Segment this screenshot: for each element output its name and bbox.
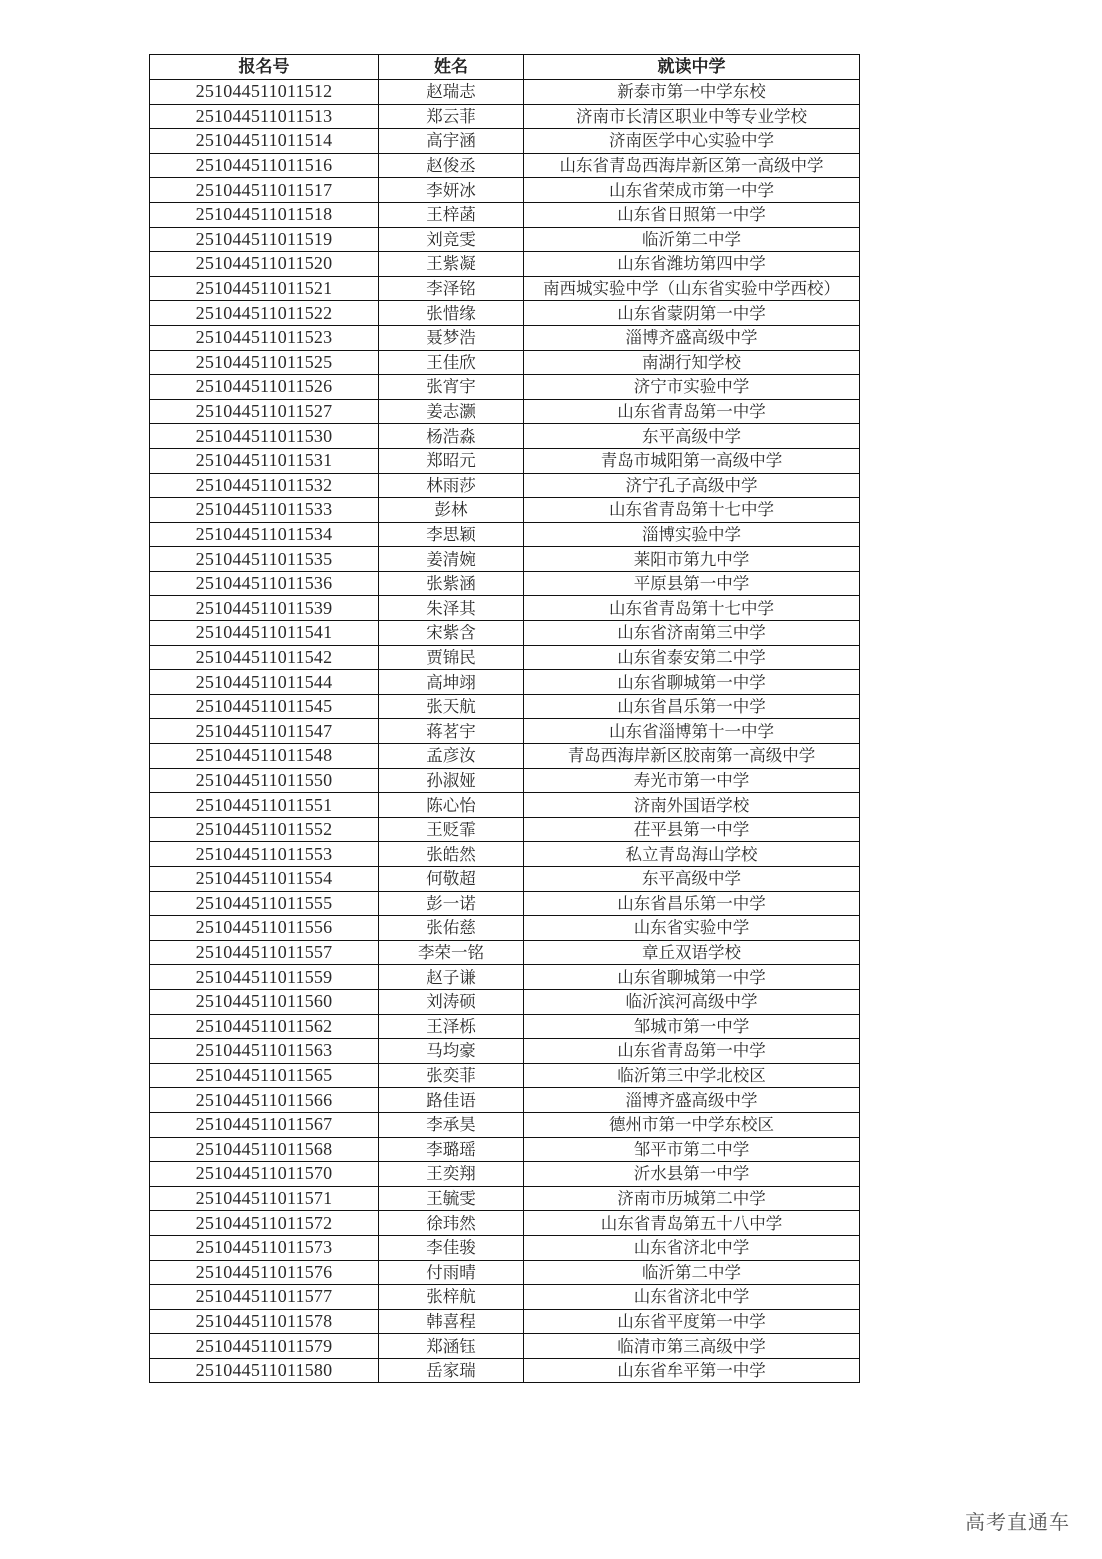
- table-header-row: [150, 55, 860, 80]
- registration-number-cell: 251044511011544: [150, 670, 379, 695]
- registration-number-cell: 251044511011523: [150, 325, 379, 350]
- registration-number-cell: 251044511011565: [150, 1063, 379, 1088]
- school-text: 山东省济北中学: [633, 1287, 750, 1307]
- school-cell: [524, 1285, 860, 1310]
- registration-table: [149, 54, 860, 1383]
- school-cell: [524, 1309, 860, 1334]
- student-name-cell: 聂梦浩: [379, 325, 524, 350]
- table-row: [150, 891, 860, 916]
- school-text: 平原县第一中学: [633, 574, 750, 594]
- table-row: [150, 1186, 860, 1211]
- table-row: [150, 1358, 860, 1383]
- student-name-cell: 郑涵钰: [379, 1334, 524, 1359]
- student-name-cell: 李荣一铭: [379, 940, 524, 965]
- registration-number-cell: 251044511011545: [150, 694, 379, 719]
- school-text: 山东省平度第一中学: [617, 1311, 766, 1331]
- table-row: [150, 178, 860, 203]
- student-name-cell: 李泽铭: [379, 276, 524, 301]
- school-cell: [524, 1334, 860, 1359]
- registration-number-cell: 251044511011550: [150, 768, 379, 793]
- table-row: [150, 1235, 860, 1260]
- registration-number-cell: 251044511011555: [150, 891, 379, 916]
- school-cell: [524, 80, 860, 105]
- school-text: 山东省青岛第十七中学: [609, 500, 774, 520]
- school-text: 山东省青岛第一中学: [617, 402, 766, 422]
- school-cell: [524, 719, 860, 744]
- school-text: 山东省青岛第一中学: [617, 1041, 766, 1061]
- school-text: 莱阳市第九中学: [633, 549, 750, 569]
- registration-number-cell: 251044511011560: [150, 989, 379, 1014]
- school-text: 山东省济北中学: [633, 1238, 750, 1258]
- school-cell: [524, 129, 860, 154]
- school-cell: [524, 817, 860, 842]
- registration-number-cell: 251044511011553: [150, 842, 379, 867]
- registration-number-cell: 251044511011542: [150, 645, 379, 670]
- student-name-cell: 高坤翊: [379, 670, 524, 695]
- school-text: 山东省济南第三中学: [617, 623, 766, 643]
- table-row: [150, 276, 860, 301]
- school-text: 山东省淄博第十一中学: [609, 721, 774, 741]
- table-row: [150, 448, 860, 473]
- school-cell: [524, 547, 860, 572]
- registration-number-cell: 251044511011556: [150, 916, 379, 941]
- student-name-cell: 路佳语: [379, 1088, 524, 1113]
- registration-number-cell: 251044511011532: [150, 473, 379, 498]
- table-row: [150, 768, 860, 793]
- student-name-cell: 郑云菲: [379, 104, 524, 129]
- student-name-cell: 朱泽其: [379, 596, 524, 621]
- table-row: [150, 670, 860, 695]
- registration-number-cell: 251044511011514: [150, 129, 379, 154]
- table-row: [150, 1112, 860, 1137]
- table-body: [150, 80, 860, 1383]
- school-cell: [524, 940, 860, 965]
- registration-number-cell: 251044511011539: [150, 596, 379, 621]
- school-text: 临沂第二中学: [642, 1262, 741, 1282]
- student-name-cell: 刘竞雯: [379, 227, 524, 252]
- school-cell: [524, 301, 860, 326]
- table-row: [150, 104, 860, 129]
- school-text: 山东省蒙阴第一中学: [617, 303, 766, 323]
- school-cell: [524, 1211, 860, 1236]
- school-text: 山东省日照第一中学: [617, 205, 766, 225]
- school-text: 章丘双语学校: [642, 943, 741, 963]
- registration-number-cell: 251044511011552: [150, 817, 379, 842]
- school-cell: [524, 399, 860, 424]
- student-name-cell: 张紫涵: [379, 571, 524, 596]
- table-row: [150, 571, 860, 596]
- registration-number-cell: 251044511011566: [150, 1088, 379, 1113]
- registration-number-cell: 251044511011518: [150, 202, 379, 227]
- table-row: [150, 1039, 860, 1064]
- table-row: [150, 473, 860, 498]
- school-cell: [524, 694, 860, 719]
- registration-number-cell: 251044511011554: [150, 867, 379, 892]
- registration-number-cell: 251044511011517: [150, 178, 379, 203]
- school-cell: [524, 842, 860, 867]
- school-text: 济南市长清区职业中等专业学校: [576, 106, 807, 126]
- school-cell: [524, 891, 860, 916]
- student-name-cell: 赵瑞志: [379, 80, 524, 105]
- school-cell: [524, 768, 860, 793]
- table-row: [150, 965, 860, 990]
- table-row: [150, 498, 860, 523]
- school-text: 济南外国语学校: [633, 795, 750, 815]
- registration-number-cell: 251044511011531: [150, 448, 379, 473]
- school-cell: [524, 276, 860, 301]
- registration-number-cell: 251044511011567: [150, 1112, 379, 1137]
- table-row: [150, 989, 860, 1014]
- student-name-cell: 王佳欣: [379, 350, 524, 375]
- registration-number-cell: 251044511011520: [150, 252, 379, 277]
- school-text: 济南市历城第二中学: [617, 1189, 766, 1209]
- student-name-cell: 陈心怡: [379, 793, 524, 818]
- school-cell: [524, 350, 860, 375]
- school-text: 山东省荣成市第一中学: [609, 180, 774, 200]
- student-name-cell: 高宇涵: [379, 129, 524, 154]
- school-cell: [524, 153, 860, 178]
- table-row: [150, 301, 860, 326]
- table-row: [150, 842, 860, 867]
- school-text: 邹城市第一中学: [633, 1016, 750, 1036]
- student-name-cell: 王泽栎: [379, 1014, 524, 1039]
- student-name-cell: 刘涛硕: [379, 989, 524, 1014]
- table-row: [150, 867, 860, 892]
- registration-number-cell: 251044511011551: [150, 793, 379, 818]
- school-cell: [524, 498, 860, 523]
- registration-number-cell: 251044511011516: [150, 153, 379, 178]
- school-cell: [524, 1112, 860, 1137]
- table-row: [150, 202, 860, 227]
- school-cell: [524, 989, 860, 1014]
- registration-number-cell: 251044511011530: [150, 424, 379, 449]
- school-text: 淄博齐盛高级中学: [625, 1090, 758, 1110]
- student-name-cell: 李妍冰: [379, 178, 524, 203]
- table-row: [150, 1137, 860, 1162]
- table-row: [150, 916, 860, 941]
- school-cell: [524, 448, 860, 473]
- school-text: 青岛市城阳第一高级中学: [600, 451, 783, 471]
- student-name-cell: 彭林: [379, 498, 524, 523]
- school-cell: [524, 104, 860, 129]
- student-name-cell: 马均豪: [379, 1039, 524, 1064]
- table-row: [150, 350, 860, 375]
- table-row: [150, 596, 860, 621]
- school-text: 临清市第三高级中学: [617, 1336, 766, 1356]
- registration-number-cell: 251044511011576: [150, 1260, 379, 1285]
- school-cell: [524, 375, 860, 400]
- table-row: [150, 325, 860, 350]
- student-name-cell: 李佳骏: [379, 1235, 524, 1260]
- school-text: 沂水县第一中学: [633, 1164, 750, 1184]
- watermark: 高考直通车: [965, 1510, 1070, 1534]
- table-row: [150, 375, 860, 400]
- header-name: 姓名: [379, 55, 524, 80]
- school-text: 山东省牟平第一中学: [617, 1361, 766, 1381]
- table-row: [150, 399, 860, 424]
- school-cell: [524, 793, 860, 818]
- table-row: [150, 1309, 860, 1334]
- header-registration-number: 报名号: [150, 55, 379, 80]
- school-cell: [524, 522, 860, 547]
- school-cell: [524, 1039, 860, 1064]
- school-text: 南湖行知学校: [642, 352, 741, 372]
- registration-number-cell: 251044511011522: [150, 301, 379, 326]
- school-cell: [524, 1137, 860, 1162]
- registration-number-cell: 251044511011525: [150, 350, 379, 375]
- table-row: [150, 817, 860, 842]
- school-cell: [524, 202, 860, 227]
- school-cell: [524, 1063, 860, 1088]
- table-row: [150, 1334, 860, 1359]
- school-text: 淄博实验中学: [642, 524, 741, 544]
- school-text: 临沂第二中学: [642, 229, 741, 249]
- registration-number-cell: 251044511011559: [150, 965, 379, 990]
- school-text: 南西城实验中学（山东省实验中学西校）: [543, 279, 840, 299]
- student-name-cell: 徐玮然: [379, 1211, 524, 1236]
- school-cell: [524, 596, 860, 621]
- header-school: 就读中学: [524, 55, 860, 80]
- school-text: 山东省泰安第二中学: [617, 647, 766, 667]
- registration-number-cell: 251044511011572: [150, 1211, 379, 1236]
- registration-number-cell: 251044511011521: [150, 276, 379, 301]
- student-name-cell: 何敬超: [379, 867, 524, 892]
- school-cell: [524, 965, 860, 990]
- school-text: 山东省青岛第十七中学: [609, 598, 774, 618]
- registration-number-cell: 251044511011513: [150, 104, 379, 129]
- student-name-cell: 张皓然: [379, 842, 524, 867]
- school-text: 东平高级中学: [642, 426, 741, 446]
- student-name-cell: 彭一诺: [379, 891, 524, 916]
- school-cell: [524, 1186, 860, 1211]
- student-name-cell: 张奕菲: [379, 1063, 524, 1088]
- student-name-cell: 张天航: [379, 694, 524, 719]
- registration-number-cell: 251044511011519: [150, 227, 379, 252]
- table-row: [150, 129, 860, 154]
- school-text: 山东省聊城第一中学: [617, 967, 766, 987]
- school-cell: [524, 1260, 860, 1285]
- school-cell: [524, 916, 860, 941]
- school-cell: [524, 1088, 860, 1113]
- registration-number-cell: 251044511011571: [150, 1186, 379, 1211]
- table-row: [150, 1088, 860, 1113]
- table-row: [150, 252, 860, 277]
- school-cell: [524, 1014, 860, 1039]
- student-name-cell: 王毓雯: [379, 1186, 524, 1211]
- registration-number-cell: 251044511011541: [150, 621, 379, 646]
- school-cell: [524, 670, 860, 695]
- student-name-cell: 姜志灏: [379, 399, 524, 424]
- school-text: 邹平市第二中学: [633, 1139, 750, 1159]
- school-text: 新泰市第一中学东校: [617, 82, 766, 102]
- registration-number-cell: 251044511011534: [150, 522, 379, 547]
- student-name-cell: 李承昊: [379, 1112, 524, 1137]
- table-row: [150, 621, 860, 646]
- school-cell: [524, 1162, 860, 1187]
- registration-number-cell: 251044511011533: [150, 498, 379, 523]
- student-name-cell: 赵子谦: [379, 965, 524, 990]
- school-cell: [524, 645, 860, 670]
- registration-number-cell: 251044511011562: [150, 1014, 379, 1039]
- student-name-cell: 岳家瑞: [379, 1358, 524, 1383]
- school-cell: [524, 252, 860, 277]
- school-text: 山东省聊城第一中学: [617, 672, 766, 692]
- student-name-cell: 蒋茗宇: [379, 719, 524, 744]
- school-cell: [524, 1235, 860, 1260]
- registration-number-cell: 251044511011526: [150, 375, 379, 400]
- student-name-cell: 王贬霏: [379, 817, 524, 842]
- registration-number-cell: 251044511011548: [150, 744, 379, 769]
- table-row: [150, 1285, 860, 1310]
- registration-number-cell: 251044511011579: [150, 1334, 379, 1359]
- student-name-cell: 李璐瑶: [379, 1137, 524, 1162]
- registration-number-cell: 251044511011570: [150, 1162, 379, 1187]
- student-name-cell: 孙淑娅: [379, 768, 524, 793]
- student-name-cell: 贾锦民: [379, 645, 524, 670]
- school-text: 临沂第三中学北校区: [617, 1066, 766, 1086]
- school-cell: [524, 1358, 860, 1383]
- table-row: [150, 1260, 860, 1285]
- school-text: 山东省青岛西海岸新区第一高级中学: [559, 156, 824, 176]
- school-text: 青岛西海岸新区胶南第一高级中学: [567, 746, 816, 766]
- student-name-cell: 张宵宇: [379, 375, 524, 400]
- table-row: [150, 80, 860, 105]
- school-cell: [524, 621, 860, 646]
- registration-number-cell: 251044511011577: [150, 1285, 379, 1310]
- school-cell: [524, 744, 860, 769]
- student-name-cell: 杨浩淼: [379, 424, 524, 449]
- school-text: 山东省青岛第五十八中学: [600, 1213, 783, 1233]
- school-text: 济宁孔子高级中学: [625, 475, 758, 495]
- school-text: 山东省实验中学: [633, 918, 750, 938]
- school-text: 临沂滨河高级中学: [625, 992, 758, 1012]
- registration-table-container: [149, 54, 859, 1383]
- registration-number-cell: 251044511011512: [150, 80, 379, 105]
- school-text: 淄博齐盛高级中学: [625, 328, 758, 348]
- student-name-cell: 姜清婉: [379, 547, 524, 572]
- student-name-cell: 张梓航: [379, 1285, 524, 1310]
- table-row: [150, 547, 860, 572]
- student-name-cell: 张惜缘: [379, 301, 524, 326]
- school-text: 济宁市实验中学: [633, 377, 750, 397]
- student-name-cell: 王梓菡: [379, 202, 524, 227]
- table-row: [150, 522, 860, 547]
- registration-number-cell: 251044511011547: [150, 719, 379, 744]
- registration-number-cell: 251044511011536: [150, 571, 379, 596]
- table-row: [150, 744, 860, 769]
- registration-number-cell: 251044511011580: [150, 1358, 379, 1383]
- table-row: [150, 793, 860, 818]
- registration-number-cell: 251044511011568: [150, 1137, 379, 1162]
- student-name-cell: 王紫凝: [379, 252, 524, 277]
- school-cell: [524, 473, 860, 498]
- registration-number-cell: 251044511011563: [150, 1039, 379, 1064]
- registration-number-cell: 251044511011527: [150, 399, 379, 424]
- school-cell: [524, 571, 860, 596]
- student-name-cell: 王奕翔: [379, 1162, 524, 1187]
- student-name-cell: 林雨莎: [379, 473, 524, 498]
- registration-number-cell: 251044511011573: [150, 1235, 379, 1260]
- table-row: [150, 1063, 860, 1088]
- table-row: [150, 424, 860, 449]
- student-name-cell: 韩喜程: [379, 1309, 524, 1334]
- student-name-cell: 宋紫含: [379, 621, 524, 646]
- registration-number-cell: 251044511011557: [150, 940, 379, 965]
- school-text: 山东省昌乐第一中学: [617, 893, 766, 913]
- table-row: [150, 153, 860, 178]
- school-text: 私立青岛海山学校: [625, 844, 758, 864]
- table-row: [150, 940, 860, 965]
- table-row: [150, 1211, 860, 1236]
- table-row: [150, 645, 860, 670]
- school-text: 茌平县第一中学: [633, 820, 750, 840]
- table-row: [150, 1014, 860, 1039]
- school-text: 东平高级中学: [642, 869, 741, 889]
- school-text: 济南医学中心实验中学: [609, 131, 774, 151]
- school-text: 寿光市第一中学: [633, 770, 750, 790]
- school-cell: [524, 867, 860, 892]
- student-name-cell: 孟彦汝: [379, 744, 524, 769]
- student-name-cell: 赵俊丞: [379, 153, 524, 178]
- student-name-cell: 郑昭元: [379, 448, 524, 473]
- student-name-cell: 李思颖: [379, 522, 524, 547]
- table-row: [150, 1162, 860, 1187]
- school-cell: [524, 424, 860, 449]
- student-name-cell: 张佑慈: [379, 916, 524, 941]
- school-text: 德州市第一中学东校区: [609, 1115, 774, 1135]
- school-cell: [524, 178, 860, 203]
- registration-number-cell: 251044511011578: [150, 1309, 379, 1334]
- student-name-cell: 付雨晴: [379, 1260, 524, 1285]
- table-row: [150, 694, 860, 719]
- table-row: [150, 719, 860, 744]
- school-text: 山东省潍坊第四中学: [617, 254, 766, 274]
- school-text: 山东省昌乐第一中学: [617, 697, 766, 717]
- school-cell: [524, 325, 860, 350]
- registration-number-cell: 251044511011535: [150, 547, 379, 572]
- school-cell: [524, 227, 860, 252]
- table-row: [150, 227, 860, 252]
